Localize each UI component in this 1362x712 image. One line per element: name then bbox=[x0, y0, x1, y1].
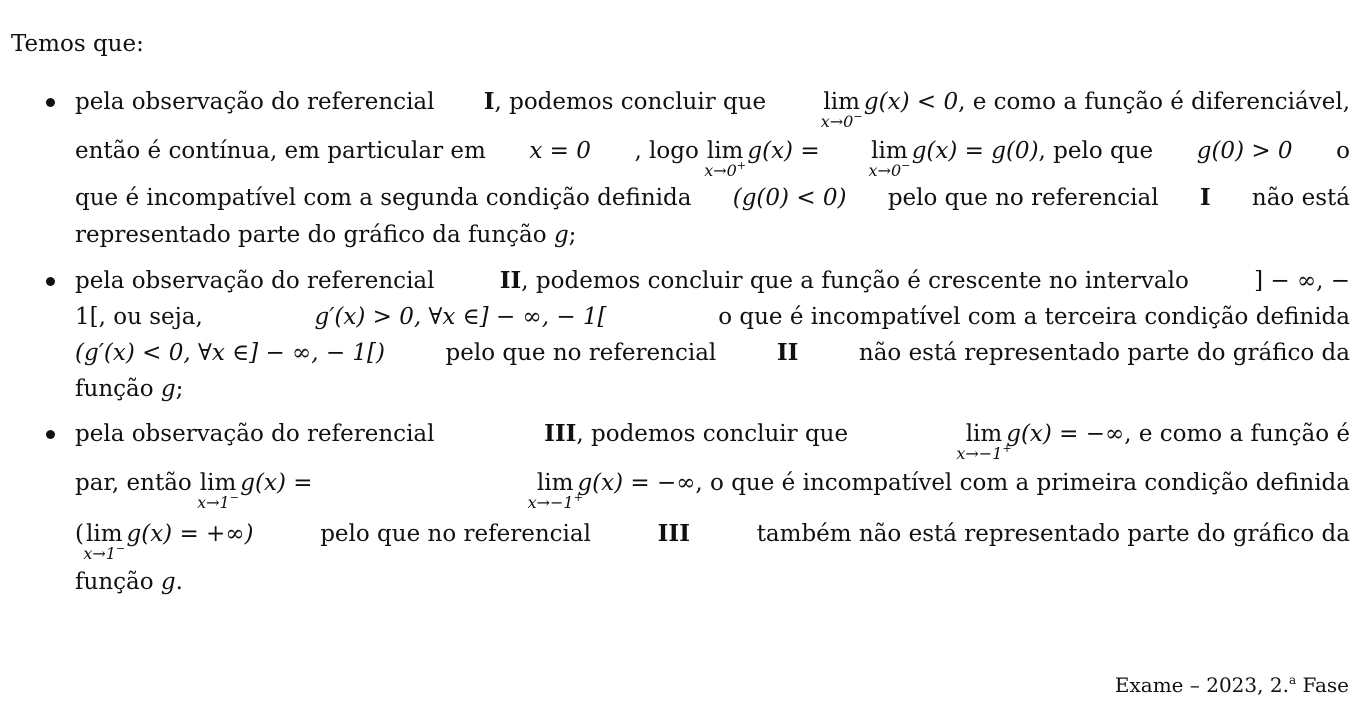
text-line bbox=[75, 341, 1350, 365]
math-expression: g(x) = −∞ bbox=[1006, 421, 1125, 447]
text: pelo que no referencial bbox=[320, 521, 591, 547]
referencial-label: I bbox=[483, 88, 495, 115]
text-line bbox=[75, 377, 1350, 401]
referencial-label: I bbox=[1199, 184, 1211, 211]
math-expression: g(x) = −∞ bbox=[577, 470, 696, 496]
text-line bbox=[75, 138, 1350, 180]
text: pelo que no referencial bbox=[445, 340, 717, 366]
punctuation: ; bbox=[568, 222, 577, 248]
math-expression: g(x) = g(0) bbox=[911, 138, 1039, 164]
text: pela observação do referencial bbox=[75, 89, 435, 115]
math-expression: g(x) < 0 bbox=[863, 89, 959, 115]
bullet-icon bbox=[46, 98, 55, 107]
math-expression: g(x) = bbox=[747, 138, 820, 164]
referencial-label: III bbox=[544, 420, 577, 447]
text: pelo que no referencial bbox=[887, 185, 1159, 211]
text-line bbox=[75, 269, 1350, 293]
text: , podemos concluir que bbox=[494, 89, 767, 115]
text-line bbox=[75, 420, 1350, 463]
referencial-label: II bbox=[776, 339, 799, 366]
text-line bbox=[75, 305, 1350, 329]
math-expression: ( bbox=[75, 521, 84, 547]
text: , o que é incompatível com a primeira condição definida bbox=[695, 470, 1350, 496]
exam-reference bbox=[1115, 673, 1349, 700]
math-expression: g bbox=[160, 569, 176, 595]
text: , logo bbox=[634, 138, 699, 164]
text: par, então bbox=[75, 470, 192, 496]
exam-label: Exame bbox=[1114, 673, 1184, 697]
text: , podemos concluir que bbox=[576, 421, 849, 447]
text: o bbox=[1336, 138, 1350, 164]
text: que é incompatível com a segunda condição definida bbox=[75, 185, 692, 211]
phase-label: Fase bbox=[1302, 673, 1349, 697]
text-line bbox=[75, 223, 1350, 247]
text-line bbox=[75, 186, 1350, 210]
separator: – bbox=[1189, 673, 1200, 697]
limit-expression: lim x→0− bbox=[868, 138, 911, 180]
text: , podemos concluir que a função é crescente no intervalo bbox=[521, 268, 1189, 294]
limit-expression: lim x→1− bbox=[83, 521, 126, 563]
text-line bbox=[75, 570, 1350, 594]
text-line bbox=[75, 88, 1350, 131]
text: também não está representado parte do gráfico da bbox=[756, 521, 1350, 547]
referencial-label: III bbox=[657, 520, 690, 547]
limit-expression: lim x→−1+ bbox=[527, 470, 583, 512]
text: o que é incompatível com a terceira condição definida bbox=[718, 304, 1350, 330]
text: função bbox=[75, 569, 154, 595]
punctuation: . bbox=[175, 569, 183, 595]
text-line bbox=[75, 470, 1350, 512]
math-expression: g(x) = +∞) bbox=[126, 521, 254, 547]
text: , e como a função é diferenciável, bbox=[958, 89, 1350, 115]
text: não está representado parte do gráfico da bbox=[858, 340, 1350, 366]
text: pela observação do referencial bbox=[75, 268, 435, 294]
text: então é contínua, em particular em bbox=[75, 138, 486, 164]
text: representado parte do gráfico da função bbox=[75, 222, 547, 248]
referencial-label: II bbox=[499, 267, 522, 294]
text: , pelo que bbox=[1038, 138, 1154, 164]
math-expression: ] − ∞, − bbox=[1254, 268, 1350, 294]
text: , e como a função é bbox=[1124, 421, 1350, 447]
bullet-icon bbox=[46, 430, 55, 439]
math-expression: g(0) > 0 bbox=[1196, 138, 1293, 164]
punctuation: ; bbox=[175, 376, 184, 402]
phase-number: 2. bbox=[1269, 673, 1289, 697]
math-expression: g bbox=[160, 376, 176, 402]
text: pela observação do referencial bbox=[75, 421, 435, 447]
math-expression: x = 0 bbox=[529, 138, 591, 164]
math-expression: g′(x) > 0, ∀x ∈] − ∞, − 1[ bbox=[314, 304, 607, 330]
limit-expression: lim x→0+ bbox=[704, 138, 747, 180]
intro-text: Temos que: bbox=[11, 31, 144, 57]
limit-expression: lim x→−1+ bbox=[956, 421, 1012, 463]
math-expression: (g′(x) < 0, ∀x ∈] − ∞, − 1[) bbox=[75, 340, 385, 366]
exam-year: 2023, bbox=[1206, 673, 1264, 697]
math-expression: (g(0) < 0) bbox=[732, 185, 847, 211]
text: 1[, ou seja, bbox=[75, 304, 203, 330]
phase-ordinal: a bbox=[1288, 673, 1297, 687]
bullet-icon bbox=[46, 277, 55, 286]
text: não está bbox=[1251, 185, 1350, 211]
text-line bbox=[75, 520, 1350, 563]
limit-expression: lim x→1− bbox=[197, 470, 239, 512]
math-expression: g(x) = bbox=[240, 470, 313, 496]
text: função bbox=[75, 376, 154, 402]
math-expression: g bbox=[553, 222, 569, 248]
limit-expression: lim x→0− bbox=[820, 89, 863, 131]
